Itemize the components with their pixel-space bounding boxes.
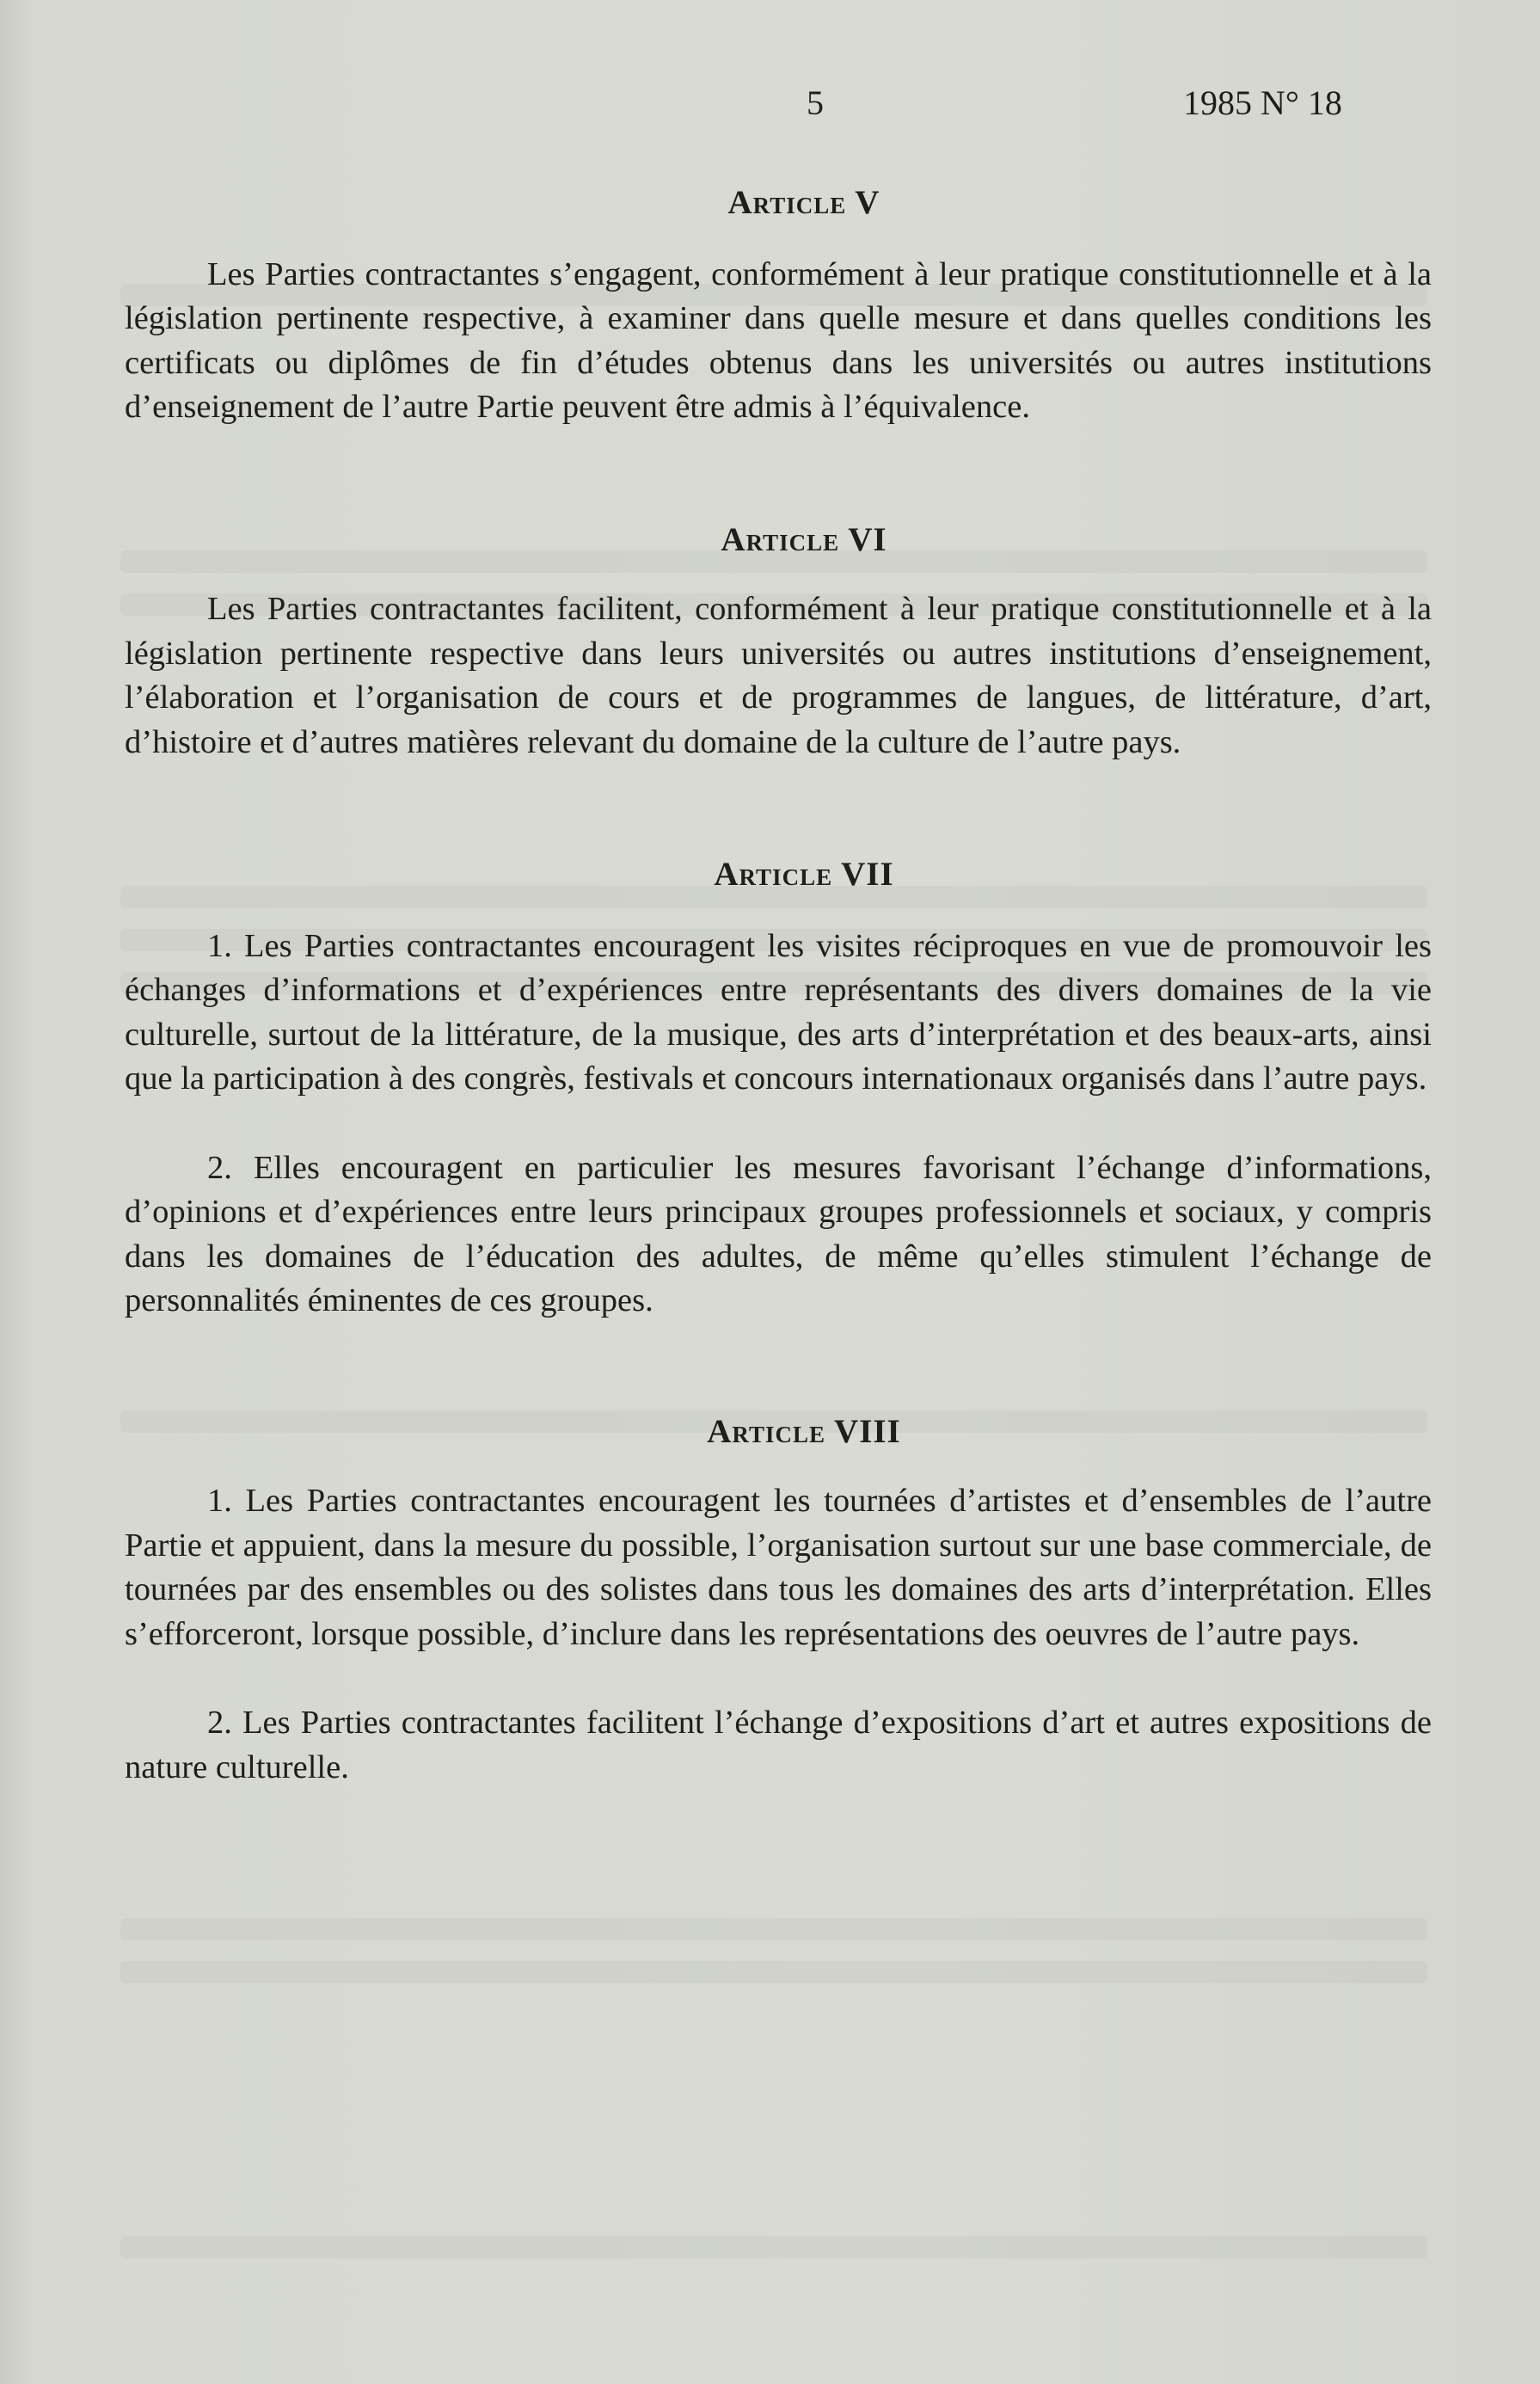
article-heading: Article VI: [721, 520, 887, 558]
article-paragraph: 1. Les Parties contractantes encouragent les tournées d’artistes et d’ensembles de l’autre Partie et appuient, dans la mesure du possible, l’organisation surtout sur une base commerciale, de tournées par des ensembles ou des solistes dans tous les domaines des arts d’interprétation. Elles s’efforceront, lorsque possible, d’inclure dans les représentations des oeuvres de l’autre pays.: [125, 1483, 1432, 1652]
article-paragraph: 2. Les Parties contractantes facilitent l’échange d’expositions d’art et autres expositions de nature culturelle.: [125, 1705, 1432, 1785]
body-text: [125, 181, 1432, 1790]
article-paragraph: Les Parties contractantes facilitent, conformément à leur pratique constitutionnelle et à la législation pertinente respective dans leurs universités ou autres institutions d’enseignement, l’élaboration et l’organisation de cours et de programmes de langues, de littérature, d’art, d’histoire et d’autres matières relevant du domaine de la culture de l’autre pays.: [125, 591, 1432, 760]
page-number: 5: [807, 83, 824, 122]
article-heading: Article VII: [714, 856, 894, 893]
article-heading: Article VIII: [707, 1412, 901, 1450]
document-reference: 1985 N° 18: [1183, 83, 1342, 122]
article-paragraph: 1. Les Parties contractantes encouragent les visites réciproques en vue de promouvoir les échanges d’informations et d’expériences entre représentants des divers domaines de la vie culturelle, surtout de la littérature, de la musique, des arts d’interprétation et des beaux-arts, ainsi que la participation à des congrès, festivals et concours internationaux organisés dans l’autre pays.: [125, 927, 1432, 1097]
article-paragraph: 2. Elles encouragent en particulier les mesures favorisant l’échange d’informations, d’opinions et d’expériences entre leurs principaux groupes professionnels et sociaux, y compris dans les domaines de l’éducation des adultes, de même qu’elles stimulent l’échange de personnalités éminentes de ces groupes.: [125, 1149, 1432, 1318]
article-paragraph: Les Parties contractantes s’engagent, conformément à leur pratique constitutionnelle et à la législation pertinente respective, à examiner dans quelle mesure et dans quelles conditions les certificats ou diplômes de fin d’études obtenus dans les universités ou autres institutions d’enseignement de l’autre Partie peuvent être admis à l’équivalence.: [125, 255, 1432, 425]
article-heading: Article V: [727, 184, 880, 221]
page-header: [0, 83, 1540, 134]
